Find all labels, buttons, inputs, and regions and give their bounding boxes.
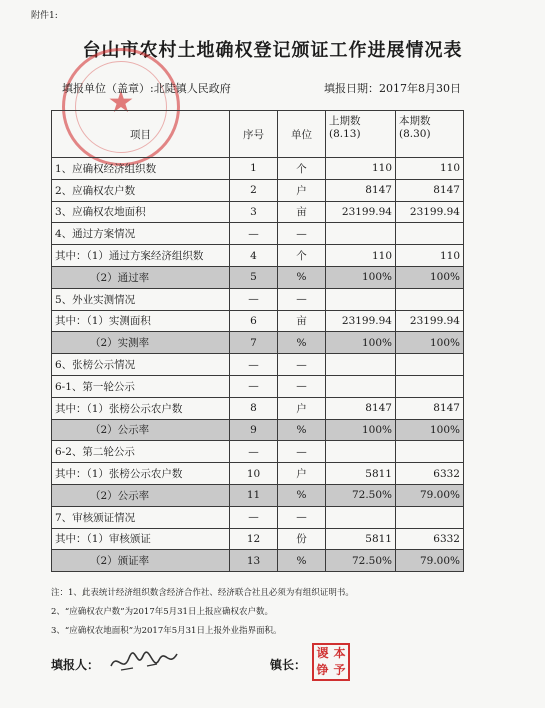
row-item: （2）公示率 (52, 419, 230, 441)
row-prev: 23199.94 (326, 310, 396, 332)
row-unit: 亩 (278, 310, 326, 332)
row-seq: — (230, 354, 278, 376)
row-unit: 个 (278, 245, 326, 267)
row-item: 4、通过方案情况 (52, 223, 230, 245)
row-cur (396, 354, 464, 376)
row-prev: 23199.94 (326, 201, 396, 223)
attachment-label: 附件1: (31, 11, 58, 21)
row-cur: 79.00% (396, 550, 464, 572)
filler-label: 填报人： (51, 658, 100, 672)
row-item: 5、外业实测情况 (52, 288, 230, 310)
row-cur: 6332 (396, 528, 464, 550)
row-unit: 亩 (278, 201, 326, 223)
table-row (52, 354, 464, 376)
row-seq: — (230, 375, 278, 397)
table-row (52, 463, 464, 485)
row-item: 其中：（1）审核颁证 (52, 528, 230, 550)
row-cur (396, 506, 464, 528)
table-row (52, 266, 464, 288)
row-prev (326, 288, 396, 310)
row-seq: 10 (230, 463, 278, 485)
row-prev: 5811 (326, 463, 396, 485)
row-seq: 4 (230, 245, 278, 267)
row-unit: — (278, 354, 326, 376)
stamp-char: 予 (333, 663, 346, 677)
row-cur: 100% (396, 419, 464, 441)
row-cur (396, 375, 464, 397)
row-cur (396, 223, 464, 245)
row-seq: — (230, 506, 278, 528)
row-item: 其中：（1）张榜公示农户数 (52, 397, 230, 419)
row-unit: 个 (278, 158, 326, 180)
stamp-char: 谡 (316, 646, 329, 660)
row-item: 2、应确权农户数 (52, 179, 230, 201)
row-item: 3、应确权农地面积 (52, 201, 230, 223)
row-seq: 6 (230, 310, 278, 332)
table-row (52, 158, 464, 180)
notes (51, 584, 354, 641)
table-row (52, 419, 464, 441)
note-line: 2、“应确权农户数”为2017年5月31日上报应确权农户数。 (51, 607, 273, 617)
header-prev (326, 111, 396, 158)
row-cur: 23199.94 (396, 310, 464, 332)
table-row (52, 245, 464, 267)
row-unit: % (278, 332, 326, 354)
table-row (52, 506, 464, 528)
row-item: 1、应确权经济组织数 (52, 158, 230, 180)
row-seq: 7 (230, 332, 278, 354)
row-cur (396, 288, 464, 310)
header-prev-label: 上期数 (329, 115, 361, 127)
row-cur: 8147 (396, 397, 464, 419)
row-seq: 13 (230, 550, 278, 572)
header-cur (396, 111, 464, 158)
table-row (52, 375, 464, 397)
row-prev: 100% (326, 332, 396, 354)
row-prev: 110 (326, 158, 396, 180)
row-item: （2）颁证率 (52, 550, 230, 572)
row-prev: 72.50% (326, 550, 396, 572)
stamp-char: 本 (333, 646, 346, 660)
row-prev (326, 375, 396, 397)
table-row (52, 397, 464, 419)
row-unit: 份 (278, 528, 326, 550)
table-row (52, 528, 464, 550)
row-cur: 100% (396, 266, 464, 288)
table-row (52, 441, 464, 463)
row-unit: % (278, 550, 326, 572)
header-cur-label: 本期数 (399, 115, 431, 127)
row-unit: % (278, 484, 326, 506)
row-unit: — (278, 441, 326, 463)
row-item: 6-2、第二轮公示 (52, 441, 230, 463)
row-cur: 110 (396, 245, 464, 267)
name-stamp (312, 643, 350, 681)
row-cur: 100% (396, 332, 464, 354)
reporting-unit: 填报单位（盖章）:北陡镇人民政府 (62, 82, 231, 95)
table-body (52, 158, 464, 572)
row-cur: 6332 (396, 463, 464, 485)
head-label: 镇长： (270, 658, 307, 672)
row-unit: — (278, 506, 326, 528)
row-item: （2）实测率 (52, 332, 230, 354)
table-row (52, 310, 464, 332)
row-unit: — (278, 288, 326, 310)
row-unit: % (278, 266, 326, 288)
table-row (52, 484, 464, 506)
row-item: 其中：（1）通过方案经济组织数 (52, 245, 230, 267)
row-prev: 5811 (326, 528, 396, 550)
row-seq: 9 (230, 419, 278, 441)
row-prev: 72.50% (326, 484, 396, 506)
row-prev (326, 441, 396, 463)
row-prev: 8147 (326, 397, 396, 419)
row-cur: 8147 (396, 179, 464, 201)
stamp-char: 铮 (316, 663, 329, 677)
row-item: 其中：（1）实测面积 (52, 310, 230, 332)
row-unit: 户 (278, 179, 326, 201)
header-seq: 序号 (230, 111, 278, 158)
row-cur: 110 (396, 158, 464, 180)
row-seq: — (230, 223, 278, 245)
row-prev (326, 223, 396, 245)
row-item: 其中：（1）张榜公示农户数 (52, 463, 230, 485)
row-item: 6-1、第一轮公示 (52, 375, 230, 397)
table-row (52, 550, 464, 572)
table-row (52, 288, 464, 310)
seal-star-icon: ★ (107, 85, 135, 120)
row-prev: 100% (326, 266, 396, 288)
row-seq: 5 (230, 266, 278, 288)
row-unit: 户 (278, 397, 326, 419)
row-seq: 1 (230, 158, 278, 180)
row-seq: — (230, 288, 278, 310)
row-cur (396, 441, 464, 463)
header-item: 项目 (52, 111, 230, 158)
header-cur-date: (8.30) (399, 128, 431, 140)
row-unit: — (278, 223, 326, 245)
row-seq: 11 (230, 484, 278, 506)
row-item: （2）公示率 (52, 484, 230, 506)
row-unit: 户 (278, 463, 326, 485)
note-line: 3、“应确权农地面积”为2017年5月31日上报外业指界面积。 (51, 626, 282, 636)
row-item: 7、审核颁证情况 (52, 506, 230, 528)
row-unit: — (278, 375, 326, 397)
row-seq: 2 (230, 179, 278, 201)
row-seq: — (230, 441, 278, 463)
header-prev-date: (8.13) (329, 128, 361, 140)
row-prev: 110 (326, 245, 396, 267)
table-row (52, 332, 464, 354)
table-row (52, 223, 464, 245)
table-row (52, 179, 464, 201)
table-row (52, 201, 464, 223)
document-title: 台山市农村土地确权登记颁证工作进展情况表 (82, 40, 463, 61)
reporting-date: 填报日期：2017年8月30日 (324, 82, 461, 95)
row-cur: 23199.94 (396, 201, 464, 223)
row-seq: 3 (230, 201, 278, 223)
row-item: 6、张榜公示情况 (52, 354, 230, 376)
note-line: 注：1、此表统计经济组织数含经济合作社、经济联合社且必须为有组织证明书。 (51, 588, 354, 598)
row-prev: 8147 (326, 179, 396, 201)
row-prev (326, 354, 396, 376)
row-prev (326, 506, 396, 528)
row-item: （2）通过率 (52, 266, 230, 288)
header-unit: 单位 (278, 111, 326, 158)
filler-signature (107, 648, 179, 676)
row-seq: 12 (230, 528, 278, 550)
table-header-row (52, 111, 464, 158)
row-prev: 100% (326, 419, 396, 441)
row-seq: 8 (230, 397, 278, 419)
row-cur: 79.00% (396, 484, 464, 506)
row-unit: % (278, 419, 326, 441)
progress-table (51, 110, 464, 572)
